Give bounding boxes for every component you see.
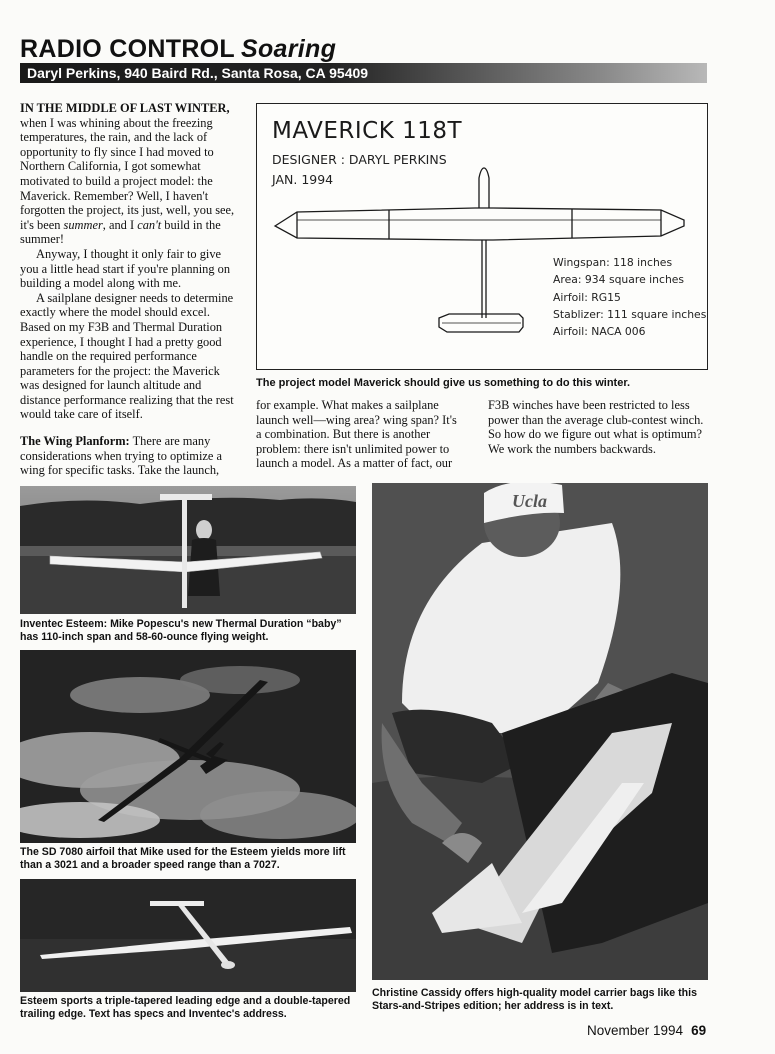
subsection-name: Soaring [241,35,337,63]
glider-nose [221,961,235,969]
maverick-plan-drawing [256,103,708,370]
treeline [20,498,356,548]
lead-in: IN THE MIDDLE OF LAST WINTER, [20,101,230,115]
cloud [200,791,356,839]
wing-outline [275,208,684,240]
photo-caption-1: Inventec Esteem: Mike Popescu's new Thermal Duration “baby” has 110-inch span and 58-60-ounce flying weight. [20,618,342,643]
cloud [180,666,300,694]
issue-date: November 1994 [587,1023,684,1038]
drawing-date: JAN. 1994 [272,172,334,187]
drawing-title: MAVERICK 118T [272,118,463,144]
paragraph-3: A sailplane designer needs to determine exactly where the model should excel. Based on my F3B and Thermal Duration experience, I thought I had a pretty good handle on the required performance parameters for the project: the Maverick was designed for launch altitude and distance performance realizing that the rest would take care of itself. [20,290,234,422]
photo-esteem-flying [20,650,356,843]
photo-esteem-held [20,486,356,614]
spec-area: Area: 934 square inches [553,273,685,287]
page-number: 69 [691,1023,707,1038]
glider-stabilizer [150,901,204,906]
photo-carrier-bag [372,483,708,980]
paragraph-1: IN THE MIDDLE OF LAST WINTER, when I was whining about the freezing temperatures, the rain, and the lack of opportunity to fly since I had moved to Northern California, I got somewhat motivated to build a project model: the Maverick. Remember? Well, I haven't forgotten the project, its just, well, you see, it's been summer, and I can't build in the summer! [20,101,235,247]
article-column-2: for example. What makes a sailplane launch well—wing area? wing span? It's a combination. But there is another problem: there isn't unlimited power to launch a model. As a matter of fact, our [256,398,457,471]
author-byline: Daryl Perkins, 940 Baird Rd., Santa Rosa, CA 95409 [27,65,369,81]
spec-airfoil: Airfoil: RG15 [553,290,621,304]
photo-caption-4: Christine Cassidy offers high-quality model carrier bags like this Stars-and-Stripes edition; her address is in text. [372,987,697,1012]
glider-stabilizer [160,494,212,500]
glider-fuselage [182,496,187,608]
article-column-1 [20,101,240,478]
photo-esteem-planform [20,879,356,992]
fuselage-nose [479,168,489,208]
article-column-3: F3B winches have been restricted to less power than the average club-contest winch. So how do we figure out what is optimum? We work the numbers backwards. [488,398,704,456]
drawing-designer: DESIGNER : DARYL PERKINS [272,152,447,167]
cap-logo: Ucla [512,491,547,511]
drawing-caption: The project model Maverick should give us something to do this winter. [256,377,631,389]
subhead-wing-planform: The Wing Planform: [20,434,130,449]
paragraph-2: Anyway, I thought it only fair to give you a little head start if you're planning on building a model along with me. [20,246,231,291]
person-head [196,520,212,540]
spec-stabilizer: Stablizer: 111 square inches [553,307,707,321]
paragraph-wing-planform: The Wing Planform: There are many considerations when trying to optimize a wing for specific tasks. Take the launch, [20,434,222,478]
spec-wingspan: Wingspan: 118 inches [553,256,673,269]
author-byline-bar [20,63,707,83]
photo-caption-3: Esteem sports a triple-tapered leading edge and a double-tapered trailing edge. Text has specs and Inventec's address. [20,995,351,1020]
section-name: RADIO CONTROL [20,35,235,63]
page-footer [587,1023,706,1038]
spec-list [553,254,706,340]
photo-caption-2: The SD 7080 airfoil that Mike used for the Esteem yields more lift than a 3021 and a broader speed range than a 7027. [20,846,346,871]
spec-stab-airfoil: Airfoil: NACA 006 [553,325,646,339]
section-title [20,34,336,64]
